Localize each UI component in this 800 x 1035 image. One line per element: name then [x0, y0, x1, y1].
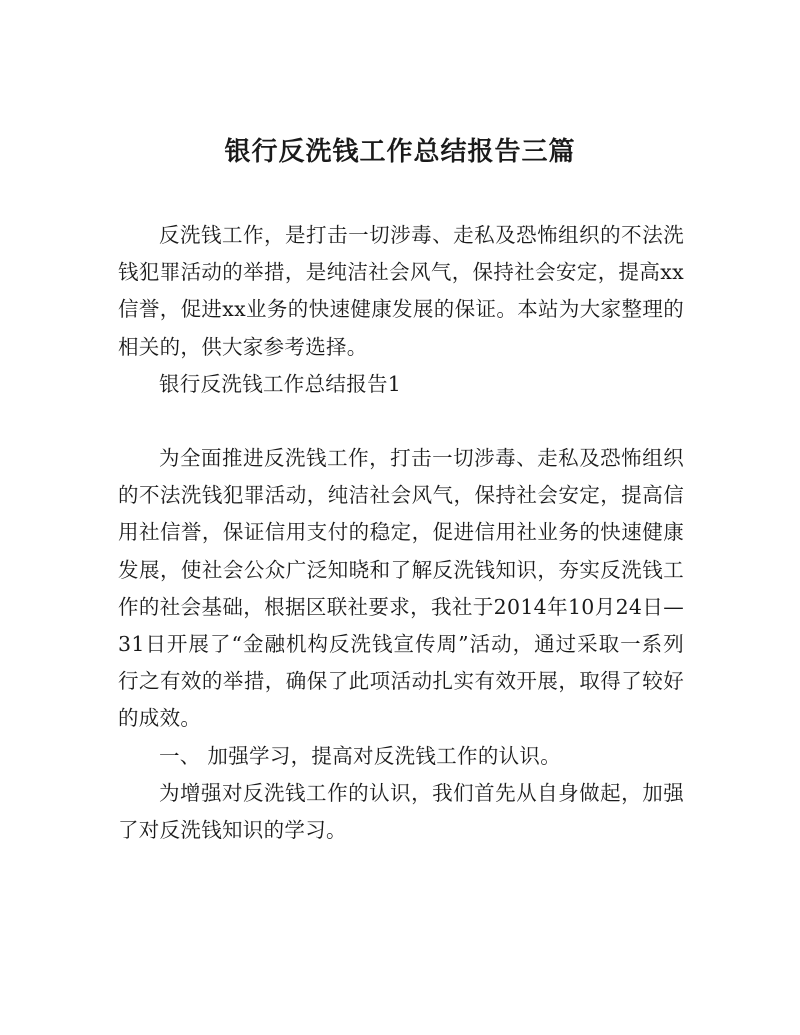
- section-heading-report-1: 银行反洗钱工作总结报告1: [159, 371, 402, 396]
- point-1-paragraph: 为增强对反洗钱工作的认识，我们首先从自身做起，加强了对反洗钱知识的学习。: [118, 780, 684, 843]
- document-title: 银行反洗钱工作总结报告三篇: [224, 137, 576, 167]
- intro-paragraph: 反洗钱工作，是打击一切涉毒、走私及恐怖组织的不法洗钱犯罪活动的举措，是纯洁社会风气，保持社会安定，提高xx信誉，促进xx业务的快速健康发展的保证。本站为大家整理的相关的，供大家参考选择。: [118, 223, 684, 359]
- document-body: [118, 217, 684, 849]
- point-heading-1: 一、 加强学习，提高对反洗钱工作的认识。: [159, 743, 562, 768]
- report-1-paragraph: 为全面推进反洗钱工作，打击一切涉毒、走私及恐怖组织的不法洗钱犯罪活动，纯洁社会风气，保持社会安定，提高信用社信誉，保证信用支付的稳定，促进信用社业务的快速健康发展，使社会公众广泛知晓和了解反洗钱知识，夯实反洗钱工作的社会基础，根据区联社要求，我社于2014年10月24日—31日开展了“金融机构反洗钱宣传周”活动，通过采取一系列行之有效的举措，确保了此项活动扎实有效开展，取得了较好的成效。: [118, 446, 684, 731]
